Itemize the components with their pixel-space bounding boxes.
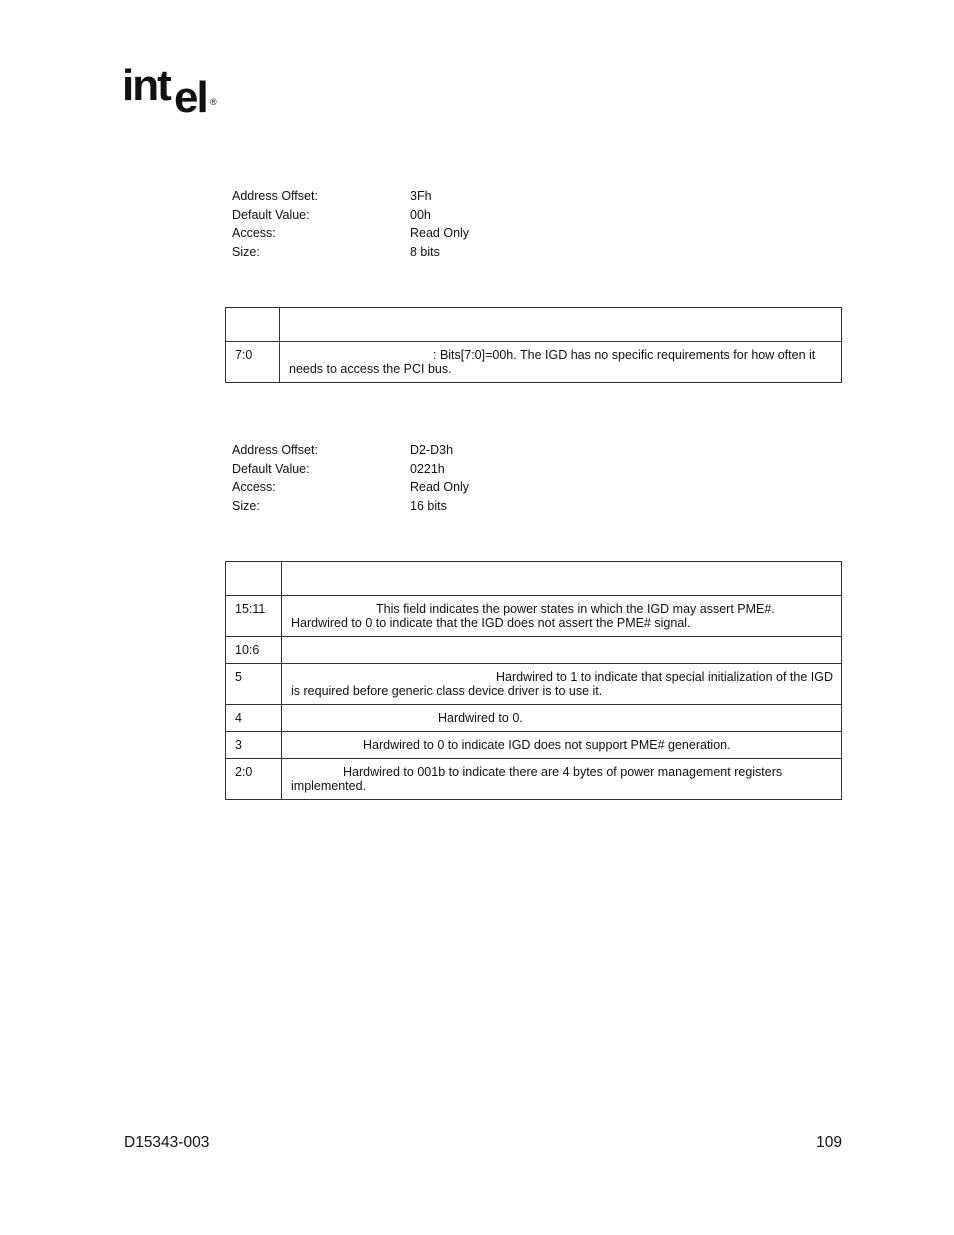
bit-cell: 15:11 <box>226 596 282 637</box>
property-value: Read Only <box>410 480 470 495</box>
table-row <box>226 637 842 664</box>
page-number: 109 <box>816 1134 842 1151</box>
property-label: Access: <box>232 480 276 495</box>
property-label: Access: <box>232 226 276 241</box>
property-value: 8 bits <box>410 245 440 260</box>
table-row <box>226 759 842 800</box>
description-cell <box>282 732 842 759</box>
register2-properties <box>232 441 469 516</box>
bit-cell: 4 <box>226 705 282 732</box>
description-text: : Bits[7:0]=00h. The IGD has no specific requirements for how often it needs to access the PCI bus. <box>289 348 816 376</box>
property-value: D2-D3h <box>410 443 454 457</box>
description-cell <box>282 664 842 705</box>
table-row <box>226 732 842 759</box>
property-label: Size: <box>232 499 260 514</box>
table-header-row <box>226 562 842 596</box>
property-label: Default Value: <box>232 207 310 222</box>
register2-bit-table <box>225 561 842 800</box>
bit-cell: 7:0 <box>226 342 280 383</box>
property-value: 00h <box>410 207 431 222</box>
header-cell-bit <box>226 308 280 342</box>
table-row <box>226 342 842 383</box>
property-value: 0221h <box>410 461 445 476</box>
header-cell-bit <box>226 562 282 596</box>
intel-logo <box>122 60 222 118</box>
property-value: 3Fh <box>410 189 432 203</box>
table-header-row <box>226 308 842 342</box>
description-cell <box>282 596 842 637</box>
table-row <box>226 596 842 637</box>
property-label: Size: <box>232 245 260 260</box>
bit-cell: 2:0 <box>226 759 282 800</box>
property-label: Default Value: <box>232 461 310 476</box>
description-text: Hardwired to 1 to indicate that special initialization of the IGD is required before generic class device driver is to use it. <box>291 670 833 698</box>
property-row <box>232 243 469 262</box>
description-text: Hardwired to 0. <box>438 711 523 725</box>
property-row <box>232 224 469 243</box>
property-row <box>232 206 469 225</box>
logo-text-el: el <box>174 73 207 118</box>
register1-properties <box>232 187 469 262</box>
property-row <box>232 460 469 479</box>
description-cell <box>282 759 842 800</box>
description-text: This field indicates the power states in which the IGD may assert PME#. Hardwired to 0 to indicate that the IGD does not assert the PME# signal. <box>291 602 775 630</box>
description-cell <box>282 705 842 732</box>
description-cell <box>280 342 842 383</box>
logo-text-int: int <box>122 61 170 110</box>
property-row <box>232 187 469 206</box>
property-label: Address Offset: <box>232 189 318 203</box>
register1-bit-table <box>225 307 842 383</box>
bit-cell: 5 <box>226 664 282 705</box>
bit-cell: 3 <box>226 732 282 759</box>
table-row <box>226 705 842 732</box>
document-number: D15343-003 <box>124 1134 210 1151</box>
bit-cell: 10:6 <box>226 637 282 664</box>
property-row <box>232 478 469 497</box>
description-cell <box>282 637 842 664</box>
property-label: Address Offset: <box>232 443 318 457</box>
property-row <box>232 497 469 516</box>
property-value: 16 bits <box>410 499 447 514</box>
description-text: Hardwired to 0 to indicate IGD does not support PME# generation. <box>363 738 731 752</box>
property-value: Read Only <box>410 226 470 241</box>
header-cell-description <box>282 562 842 596</box>
header-cell-description <box>280 308 842 342</box>
property-row <box>232 441 469 460</box>
trademark-symbol: ® <box>210 97 217 107</box>
description-text: Hardwired to 001b to indicate there are 4 bytes of power management registers implemented. <box>291 765 783 793</box>
table-row <box>226 664 842 705</box>
